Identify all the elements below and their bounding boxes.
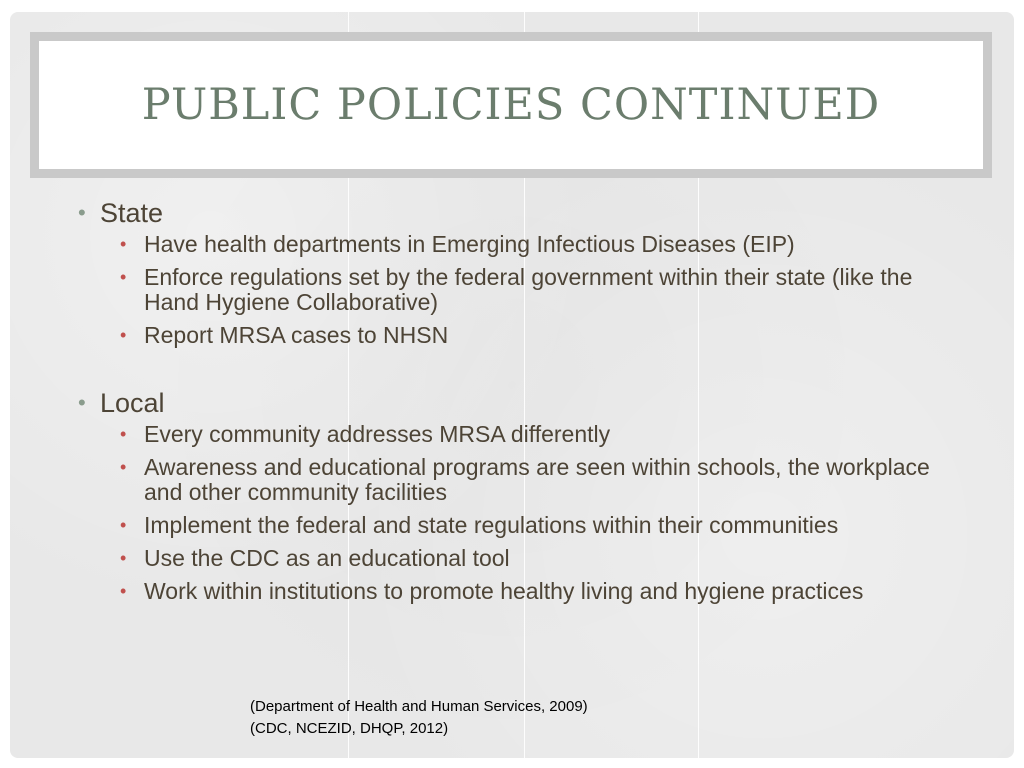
list-item [72,422,972,447]
bullet-icon: • [120,548,127,568]
section-gap [72,356,972,388]
section-heading-label: State [100,198,164,228]
bullet-icon: • [120,325,127,345]
section-heading-local [72,388,972,418]
slide-title: PUBLIC POLICIES CONTINUED [141,80,881,130]
title-panel [39,41,983,169]
bullet-icon: • [78,390,86,415]
list-item-text: Report MRSA cases to NHSN [144,322,449,348]
list-item-text: Use the CDC as an educational tool [144,545,510,571]
citation-line: (Department of Health and Human Services, 2009) [250,698,588,715]
bullet-icon: • [78,200,86,225]
bullet-icon: • [120,581,127,601]
bullet-icon: • [120,234,127,254]
list-item-text: Work within institutions to promote healthy living and hygiene practices [144,578,864,604]
title-frame [30,32,992,178]
list-item [72,455,972,505]
list-item [72,232,972,257]
section-heading-label: Local [100,388,165,418]
bullet-icon: • [120,457,127,477]
slide-content [72,198,972,612]
list-item-text: Awareness and educational programs are seen within schools, the workplace and other community facilities [144,454,930,505]
bullet-icon: • [120,515,127,535]
list-item [72,265,972,315]
list-item [72,546,972,571]
list-item [72,513,972,538]
bullet-icon: • [120,267,127,287]
citation-line: (CDC, NCEZID, DHQP, 2012) [250,720,449,737]
list-item [72,579,972,604]
citations [250,696,588,740]
bullet-icon: • [120,424,127,444]
section-heading-state [72,198,972,228]
slide [10,12,1014,758]
list-item [72,323,972,348]
list-item-text: Enforce regulations set by the federal government within their state (like the Hand Hygiene Collaborative) [144,264,913,315]
list-item-text: Every community addresses MRSA differently [144,421,611,447]
list-item-text: Have health departments in Emerging Infectious Diseases (EIP) [144,231,795,257]
list-item-text: Implement the federal and state regulations within their communities [144,512,839,538]
